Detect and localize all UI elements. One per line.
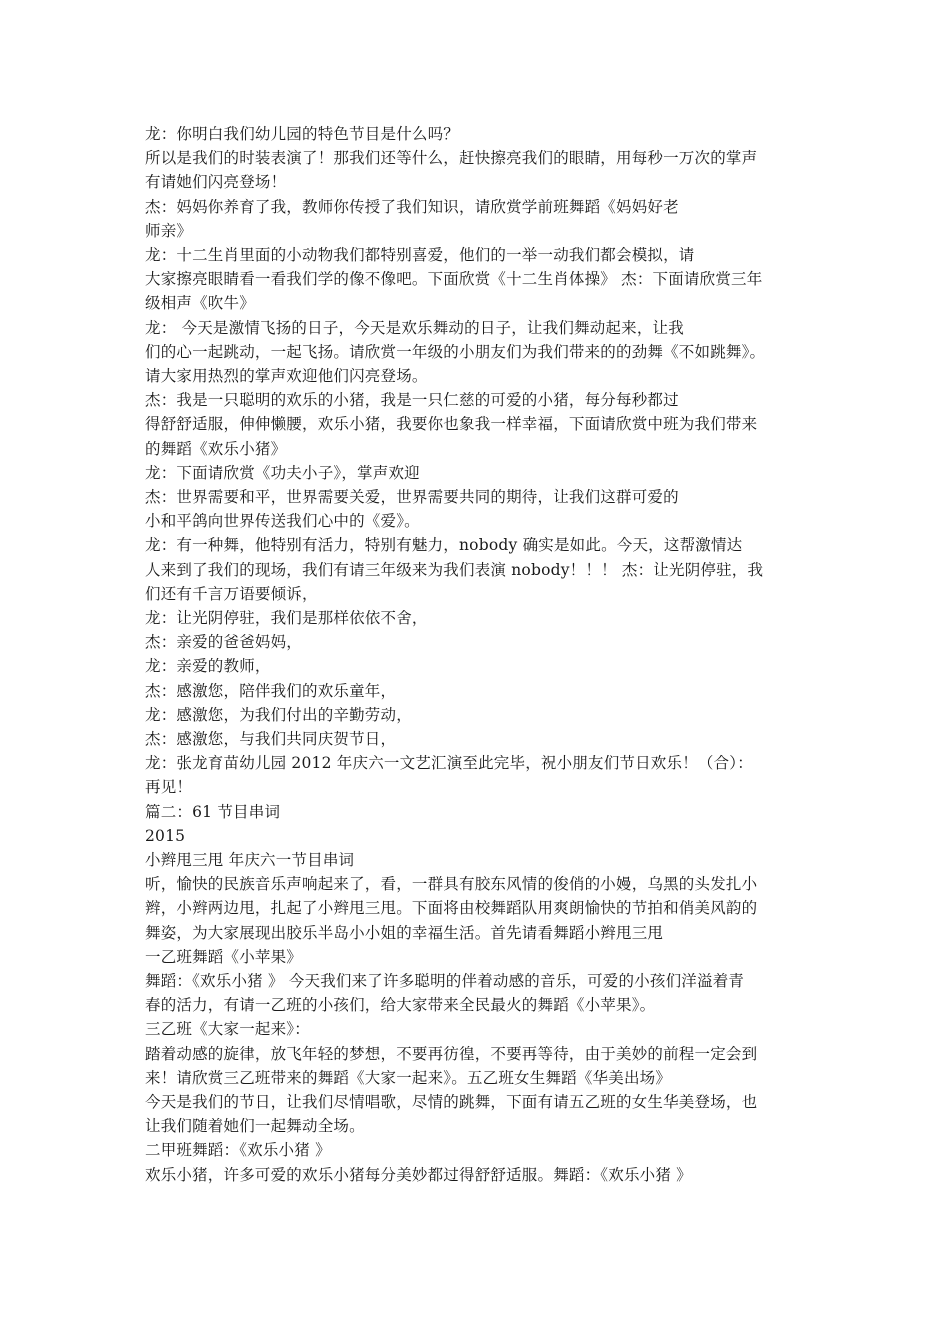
text-line: 篇二：61 节目串词 xyxy=(145,802,281,821)
text-line: 今天是我们的节日，让我们尽情唱歌，尽情的跳舞，下面有请五乙班的女生华美登场，也 xyxy=(145,1093,758,1111)
text-line: 龙：下面请欣赏《功夫小子》，掌声欢迎 xyxy=(145,463,420,482)
text-line: 杰：亲爱的爸爸妈妈， xyxy=(145,633,303,652)
text-line: 的舞蹈《欢乐小猪》 xyxy=(145,439,287,458)
text-line: 们的心一起跳动，一起飞扬。请欣赏一年级的小朋友们为我们带来的的劲舞《不如跳舞》。 xyxy=(145,342,766,361)
text-line: 杰：感激您，与我们共同庆贺节日， xyxy=(145,730,397,748)
text-line: 所以是我们的时装表演了！那我们还等什么，赶快擦亮我们的眼睛，用每秒一万次的掌声 xyxy=(145,149,758,168)
text-line: 杰：世界需要和平，世界需要关爱，世界需要共同的期待，让我们这群可爱的 xyxy=(145,488,679,506)
text-line: 辫，小辫两边甩，扎起了小辫甩三甩。下面将由校舞蹈队用爽朗愉快的节拍和俏美风韵的 xyxy=(145,899,758,918)
text-line: 们还有千言万语要倾诉， xyxy=(145,584,318,603)
text-line: 踏着动感的旋律，放飞年轻的梦想，不要再彷徨，不要再等待，由于美妙的前程一定会到 xyxy=(145,1044,758,1063)
text-line: 龙：让光阴停驻，我们是那样依依不舍， xyxy=(145,609,428,627)
text-line: 杰：妈妈你养育了我，教师你传授了我们知识，请欣赏学前班舞蹈《妈妈好老 xyxy=(145,197,679,216)
text-line: 师亲》 xyxy=(145,221,193,240)
text-line: 龙：感激您，为我们付出的辛勤劳动， xyxy=(145,705,412,724)
text-line: 三乙班《大家一起来》： xyxy=(145,1020,310,1039)
text-line: 来！请欣赏三乙班带来的舞蹈《大家一起来》。五乙班女生舞蹈《华美出场》 xyxy=(145,1068,672,1087)
text-line: 龙：十二生肖里面的小动物我们都特别喜爱，他们的一举一动我们都会模拟，请 xyxy=(145,246,695,264)
text-line: 有请她们闪亮登场！ xyxy=(145,173,287,192)
text-line: 2015 xyxy=(145,826,186,845)
text-line: 一乙班舞蹈《小苹果》 xyxy=(145,947,303,966)
text-line: 龙：有一种舞，他特别有活力，特别有魅力，nobody 确实是如此。今天，这帮激情达 xyxy=(145,536,743,555)
text-line: 舞蹈：《欢乐小猪 》 今天我们来了许多聪明的伴着动感的音乐，可爱的小孩们洋溢着青 xyxy=(145,972,745,990)
text-line: 人来到了我们的现场，我们有请三年级来为我们表演 nobody！！！ 杰：让光阴停驻，我 xyxy=(145,560,764,579)
text-line: 得舒舒适服，伸伸懒腰，欢乐小猪，我要你也象我一样幸福，下面请欣赏中班为我们带来 xyxy=(145,415,758,434)
text-line: 级相声《吹牛》 xyxy=(145,294,255,313)
text-line: 龙：张龙育苗幼儿园 2012 年庆六一文艺汇演至此完毕，祝小朋友们节日欢乐！（合）： xyxy=(145,754,753,773)
text-line: 再见！ xyxy=(145,778,193,797)
text-line: 杰：我是一只聪明的欢乐的小猪，我是一只仁慈的可爱的小猪，每分每秒都过 xyxy=(145,391,679,410)
text-line: 大家擦亮眼睛看一看我们学的像不像吧。下面欣赏《十二生肖体操》 杰：下面请欣赏三年 xyxy=(145,270,763,289)
text-line: 舞姿，为大家展现出胶乐半岛小小姐的幸福生活。首先请看舞蹈小辫甩三甩 xyxy=(145,923,664,942)
text-line: 龙：亲爱的教师， xyxy=(145,657,271,676)
text-line: 听，愉快的民族音乐声响起来了，看，一群具有胶东风情的俊俏的小嫚，乌黑的头发扎小 xyxy=(145,875,758,894)
text-line: 让我们随着她们一起舞动全场。 xyxy=(145,1117,365,1136)
text-line: 春的活力，有请一乙班的小孩们，给大家带来全民最火的舞蹈《小苹果》。 xyxy=(145,996,656,1015)
text-line: 小辫甩三甩 年庆六一节目串词 xyxy=(145,851,355,869)
text-line: 二甲班舞蹈：《欢乐小猪 》 xyxy=(145,1141,331,1160)
text-line: 小和平鸽向世界传送我们心中的《爱》。 xyxy=(145,512,420,531)
text-line: 杰：感激您，陪伴我们的欢乐童年， xyxy=(145,681,397,700)
text-line: 龙：你明白我们幼儿园的特色节目是什么吗？ xyxy=(145,125,460,143)
text-line: 龙： 今天是激情飞扬的日子，今天是欢乐舞动的日子，让我们舞动起来，让我 xyxy=(145,318,684,337)
text-line: 请大家用热烈的掌声欢迎他们闪亮登场。 xyxy=(145,367,428,385)
text-line: 欢乐小猪，许多可爱的欢乐小猪每分美妙都过得舒舒适服。舞蹈：《欢乐小猪 》 xyxy=(145,1165,692,1184)
